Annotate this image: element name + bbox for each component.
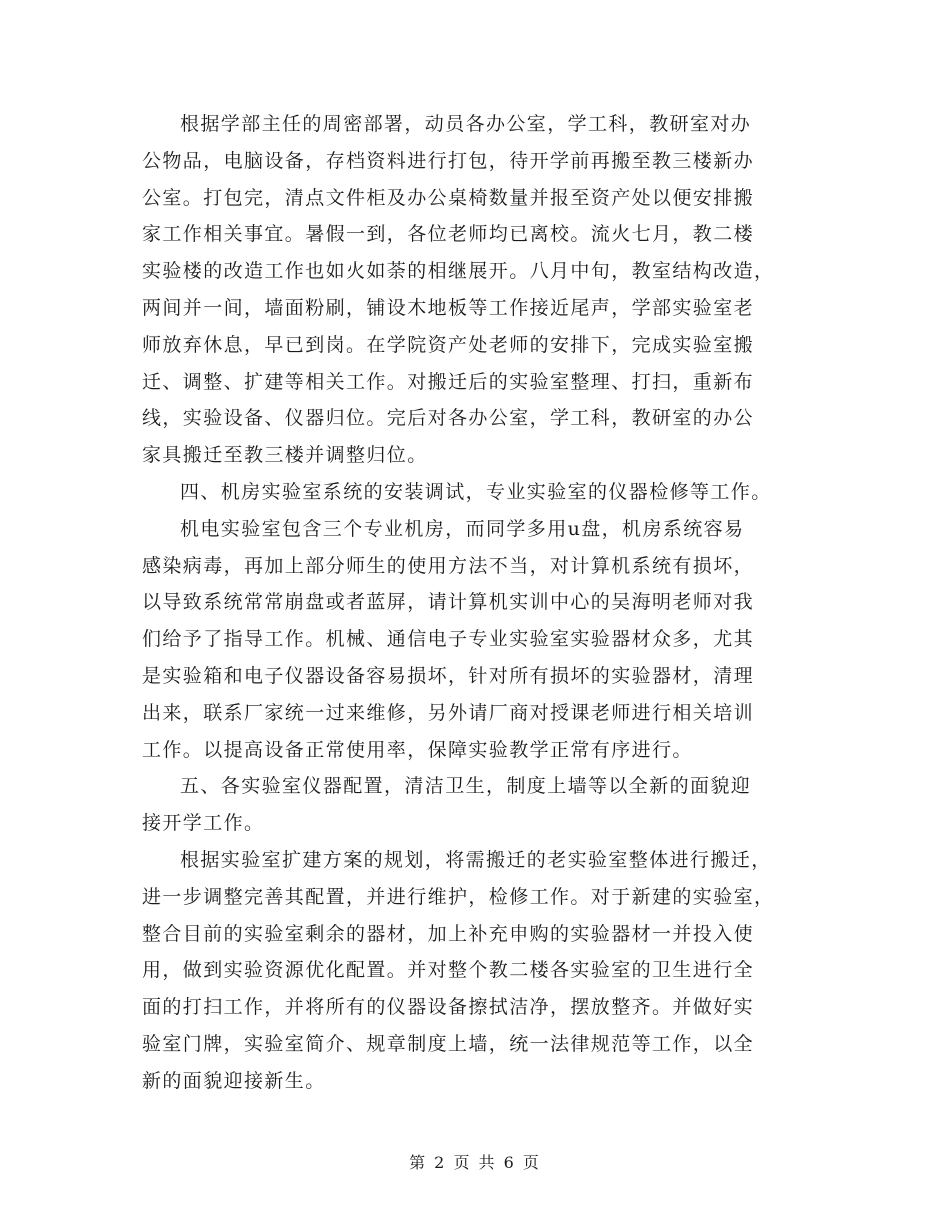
total-page-count: 6	[503, 1153, 516, 1172]
text-line: 验室门牌，实验室简介、规章制度上墙，统一法律规范等工作，以全	[142, 1032, 755, 1055]
text-line: 工作。以提高设备正常使用率，保障实验教学正常有序进行。	[142, 738, 693, 761]
current-page-number: 2	[434, 1153, 447, 1172]
paragraph-expansion	[142, 842, 800, 1100]
footer-suffix: 页	[522, 1153, 541, 1172]
text-line: 家具搬迁至教三楼并调整归位。	[142, 444, 428, 467]
text-line: 师放弃休息，早已到岗。在学院资产处老师的安排下，完成实验室搬	[142, 333, 755, 356]
text-line: 感染病毒，再加上部分师生的使用方法不当，对计算机系统有损坏，	[142, 554, 755, 577]
text-line: 公物品，电脑设备，存档资料进行打包，待开学前再搬至教三楼新办	[142, 149, 755, 172]
text-line: 以导致系统常常崩盘或者蓝屏，请计算机实训中心的吴海明老师对我	[142, 591, 755, 614]
text-line: 出来，联系厂家统一过来维修，另外请厂商对授课老师进行相关培训	[142, 701, 755, 724]
footer-mid: 页 共	[453, 1153, 497, 1172]
text-line: 五、各实验室仪器配置，清洁卫生，制度上墙等以全新的面貌迎	[180, 775, 752, 798]
text-line: 线，实验设备、仪器归位。完后对各办公室，学工科，教研室的办公	[142, 407, 755, 430]
text-line: 进一步调整完善其配置，并进行维护，检修工作。对于新建的实验室，	[142, 885, 775, 908]
section-heading-four	[142, 474, 800, 511]
paragraph-relocation	[142, 106, 800, 474]
text-line: 根据实验室扩建方案的规划，将需搬迁的老实验室整体进行搬迁，	[180, 848, 772, 871]
text-line: 四、机房实验室系统的安装调试，专业实验室的仪器检修等工作。	[180, 480, 772, 503]
text-line: 实验楼的改造工作也如火如荼的相继展开。八月中旬，教室结构改造，	[142, 260, 775, 283]
text-line: 接开学工作。	[142, 812, 265, 835]
page-number-footer	[0, 1150, 950, 1173]
text-line: 新的面貌迎接新生。	[142, 1069, 326, 1092]
footer-prefix: 第	[409, 1153, 428, 1172]
text-line: 面的打扫工作，并将所有的仪器设备擦拭洁净，摆放整齐。并做好实	[142, 996, 755, 1019]
section-heading-five	[142, 768, 800, 842]
text-line: 机电实验室包含三个专业机房，而同学多用u盘，机房系统容易	[180, 517, 745, 540]
text-line: 迁、调整、扩建等相关工作。对搬迁后的实验室整理、打扫，重新布	[142, 370, 755, 393]
document-body	[142, 106, 800, 1100]
text-line: 是实验箱和电子仪器设备容易损坏，针对所有损坏的实验器材，清理	[142, 664, 755, 687]
text-line: 根据学部主任的周密部署，动员各办公室，学工科，教研室对办	[180, 113, 752, 135]
paragraph-computer-lab	[142, 511, 800, 769]
text-line: 整合目前的实验室剩余的器材，加上补充申购的实验器材一并投入使	[142, 922, 755, 945]
text-line: 公室。打包完，清点文件柜及办公桌椅数量并报至资产处以便安排搬	[142, 186, 755, 209]
text-line: 家工作相关事宜。暑假一到，各位老师均已离校。流火七月，教二楼	[142, 223, 755, 246]
text-line: 用，做到实验资源优化配置。并对整个教二楼各实验室的卫生进行全	[142, 959, 755, 982]
text-line: 两间并一间，墙面粉刷，铺设木地板等工作接近尾声，学部实验室老	[142, 296, 755, 319]
text-line: 们给予了指导工作。机械、通信电子专业实验室实验器材众多，尤其	[142, 628, 755, 651]
